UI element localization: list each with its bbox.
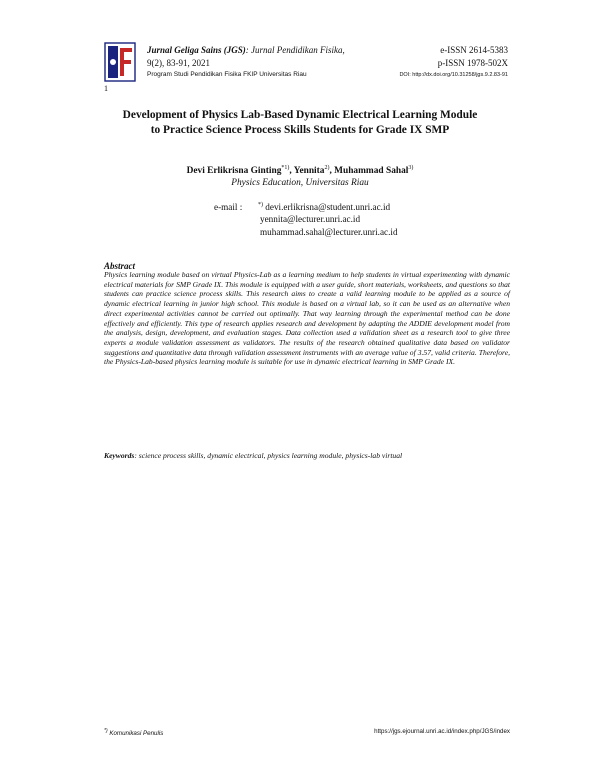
footnote: [104, 728, 163, 737]
author-2-sup: 2): [324, 165, 330, 171]
page-number: 1: [104, 84, 108, 93]
issn-block: [399, 44, 508, 82]
emails-block: [214, 199, 398, 238]
email-3[interactable]: muhammad.sahal@lecturer.unri.ac.id: [260, 226, 398, 237]
journal-program: Program Studi Pendidikan Fisika FKIP Universitas Riau: [147, 71, 307, 78]
journal-logo: [104, 42, 136, 84]
footnote-text: Komunikasi Penulis: [107, 730, 164, 738]
keywords-text: : science process skills, dynamic electrical, physics learning module, physics-lab virtual: [134, 451, 403, 460]
author-sep-2: ,: [329, 166, 335, 177]
authors-block: [90, 162, 510, 189]
doi-link[interactable]: DOI: http://dx.doi.org/10.31258/jgs.9.2.83-91: [399, 72, 508, 78]
author-sep-1: ,: [289, 166, 294, 177]
keywords: [104, 451, 510, 460]
journal-name: Jurnal Geliga Sains (JGS): [147, 45, 246, 55]
email-marker: *): [258, 202, 263, 208]
journal-url[interactable]: https://jgs.ejournal.unri.ac.id/index.php/JGS/index: [374, 728, 510, 735]
abstract-heading: Abstract: [104, 261, 136, 271]
keywords-label: Keywords: [104, 451, 135, 460]
title-line-1: Development of Physics Lab-Based Dynamic Electrical Learning Module: [122, 109, 478, 121]
affiliation: Physics Education, Universitas Riau: [231, 178, 369, 189]
author-1-sup: *1): [281, 165, 290, 171]
journal-info: [147, 44, 407, 82]
eissn: e-ISSN 2614-5383: [440, 45, 508, 55]
author-list: [90, 162, 510, 177]
author-1: Devi Erlikrisna Ginting: [186, 166, 282, 177]
pissn: p-ISSN 1978-502X: [437, 57, 508, 68]
journal-subtitle: : Jurnal Pendidikan Fisika,: [245, 45, 345, 55]
abstract-text: Physics learning module based on virtual Physics-Lab as a learning medium to help students in virtual experimenting with dynamic electrical materials for SMP Grade IX. This module is equipped with a user guide, short materials, worksheets, and questions so that students can practice science process skills. This research aims to create a valid learning module to be applied as a source of dynamic electrical learning in junior high school. This module is based on a virtual lab, so it can be used as an alternative when direct experimental activities cannot be carried out optimally. That way learning through the experimental method can be done effectively and efficiently. This type of research applies research and development by adapting the ADDIE development model from the analysis, design, development, and evaluation stages. Data collection used a validation sheet as a research tool to give three experts a module validation assessment as validators. The results of the research obtained qualitative data based on validator suggestions and quantitative data through validation assessment instruments with an average value of 3.57, valid criteria. Therefore, the Physics-Lab-based physics learning module is suitable for use in dynamic electrical learning in SMP Grade IX.: [104, 270, 510, 367]
title-line-2: to Practice Science Process Skills Students for Grade IX SMP: [150, 124, 450, 136]
paper-title: [90, 108, 510, 138]
email-label: e-mail :: [214, 202, 243, 213]
journal-volume: 9(2), 83-91, 2021: [147, 57, 210, 68]
author-3-sup: 3): [408, 165, 414, 171]
email-1[interactable]: devi.erlikrisna@student.unri.ac.id: [265, 202, 391, 213]
footnote-marker: *): [104, 728, 108, 734]
author-2: Yennita: [293, 166, 325, 177]
email-2[interactable]: yennita@lecturer.unri.ac.id: [260, 214, 361, 225]
author-3: Muhammad Sahal: [334, 166, 409, 177]
